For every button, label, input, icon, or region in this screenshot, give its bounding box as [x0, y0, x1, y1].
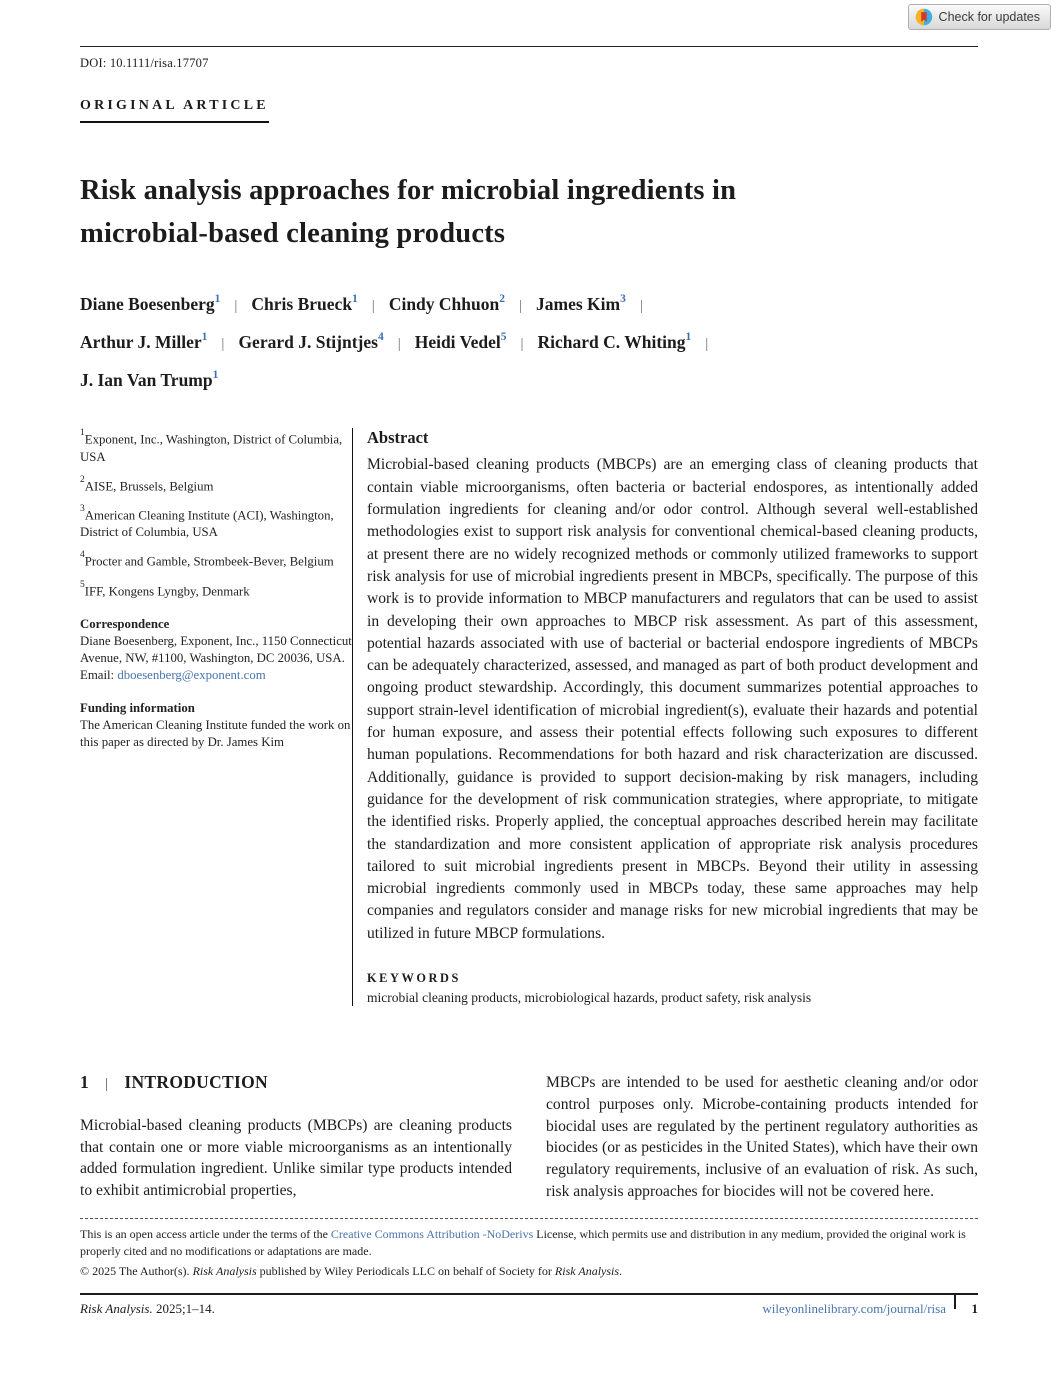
- info-block: [80, 428, 978, 1006]
- section-separator: |: [105, 1076, 109, 1093]
- copyright-text: © 2025 The Author(s). Risk Analysis published by Wiley Periodicals LLC on behalf of Society for Risk Analysis.: [80, 1263, 623, 1278]
- article-type-label: ORIGINAL ARTICLE: [80, 98, 269, 123]
- author: Arthur J. Miller$^1$: [80, 330, 208, 352]
- section-heading: [80, 1072, 512, 1096]
- affiliation: $^5$IFF, Kongens Lyngby, Denmark: [80, 579, 250, 598]
- abstract-heading: Abstract: [367, 428, 429, 448]
- column-divider: [352, 428, 353, 1006]
- journal-url-link[interactable]: wileyonlinelibrary.com/journal/risa: [762, 1301, 946, 1317]
- author: J. Ian Van Trump$^1$: [80, 368, 219, 390]
- creative-commons-link[interactable]: Creative Commons Attribution -NoDerivs: [330, 1226, 534, 1241]
- correspondence-heading: Correspondence: [80, 616, 170, 631]
- section-number: 1: [80, 1072, 90, 1093]
- author: Richard C. Whiting$^1$: [537, 330, 692, 352]
- page-number: 1: [971, 1301, 978, 1317]
- page-title: [80, 169, 978, 255]
- intro-paragraph-right: MBCPs are intended to be used for aesthetic cleaning and/or odor control purposes only. Microbe-containing products intended for biocidal uses are regulated by the pertinent regulatory authorities as biocides (or as pesticides in the United States), which have their own regulatory requirements, inclusive of an evaluation of risk. As such, risk analysis approaches for biocides will not be covered here.: [546, 1074, 978, 1200]
- funding-text: The American Cleaning Institute funded the work on this paper as directed by Dr. James Kim: [80, 717, 351, 749]
- footer-rule: [80, 1293, 978, 1295]
- author: Cindy Chhuon$^2$: [388, 293, 505, 314]
- author: Diane Boesenberg$^1$: [80, 293, 221, 314]
- funding-heading: Funding information: [80, 700, 195, 715]
- affiliation: $^1$Exponent, Inc., Washington, District of Columbia, USA: [80, 428, 343, 464]
- author-line: [80, 284, 978, 322]
- affiliation: $^2$AISE, Brussels, Belgium: [80, 474, 214, 494]
- footer-row: [80, 1301, 978, 1317]
- correspondence-address: Diane Boesenberg, Exponent, Inc., 1150 Connecticut Avenue, NW, #1100, Washington, DC 20036, USA.: [80, 633, 352, 665]
- author-separator: |: [518, 297, 522, 314]
- title-line-2: microbial-based cleaning products: [80, 218, 506, 249]
- author: Chris Brueck$^1$: [251, 293, 358, 314]
- intro-left-column: [80, 1072, 512, 1203]
- check-for-updates-label: Check for updates: [938, 10, 1040, 24]
- author-separator: |: [705, 335, 709, 352]
- header-rule: [80, 46, 978, 47]
- author: James Kim$^3$: [536, 293, 626, 314]
- footer-citation: Risk Analysis. 2025;1–14.: [80, 1301, 215, 1317]
- author-line: [80, 322, 978, 360]
- author-separator: |: [221, 335, 225, 352]
- footnote-dashed-rule: [80, 1218, 978, 1219]
- author-separator: |: [520, 335, 524, 352]
- author-list: [80, 284, 978, 395]
- author-line: [80, 360, 978, 396]
- introduction-section: [80, 1072, 978, 1203]
- intro-right-column: [546, 1072, 978, 1203]
- affiliation: $^4$Procter and Gamble, Strombeek-Bever, Belgium: [80, 550, 334, 569]
- abstract-column: [367, 428, 978, 1006]
- author: Heidi Vedel$^5$: [414, 330, 507, 352]
- keywords-heading: KEYWORDS: [367, 971, 461, 986]
- doi-text: DOI: 10.1111/risa.17707: [80, 56, 209, 70]
- author-separator: |: [397, 335, 401, 352]
- footer-tick: [954, 1294, 956, 1309]
- author-separator: |: [234, 297, 238, 314]
- affiliations-column: [80, 428, 352, 1006]
- author-separator: |: [639, 297, 643, 314]
- crossmark-icon: [915, 8, 933, 26]
- email-label: Email:: [80, 667, 118, 682]
- keywords-text: microbial cleaning products, microbiological hazards, product safety, risk analysis: [367, 990, 812, 1006]
- check-for-updates-button[interactable]: [908, 4, 1051, 30]
- intro-paragraph-left: Microbial-based cleaning products (MBCPs) are cleaning products that contain one or more viable microorganisms as an intentionally added formulation ingredient. Unlike similar type products intended to exhibit antimicrobial properties,: [80, 1116, 512, 1200]
- correspondence-email-line: [80, 667, 352, 684]
- abstract-text: Microbial-based cleaning products (MBCPs) are an emerging class of cleaning products that contain viable microorganisms, often bacteria or bacterial endospores, as intentionally added formulation ingredients for cleaning and/or odor control. Although several well-established methodologies exist to support risk analysis for conventional chemical-based cleaning products, at present there are no widely recognized methods or commonly utilized frameworks to support risk analysis for use of microbial ingredients present in MBCPs, specifically. The purpose of this work is to provide information to MBCP manufacturers and regulators that can be used to assist in developing their own approaches to MBCP risk assessment. As part of this assessment, potential hazards associated with use of bacterial or bacterial endospore ingredients of MBCPs can be adequately characterized, assessed, and managed as part of both product development and ongoing product stewardship. Accordingly, this document summarizes potential approaches to support strain-level identification of microbial ingredient(s), evaluate their hazards and potential for human exposure, and assess their potential effects following such exposures to different human populations. Recommendations for both hazard and risk characterization are discussed. Additionally, guidance is provided to support decision-making by risk managers, including guidance for the development of risk communication strategies, where appropriate, to mitigate the identified risks. Properly applied, the conceptual approaches described herein may facilitate the standardization and more consistent application of appropriate risk analysis procedures tailored to suit microbial ingredients present in MBCPs. Beyond their utility in assessing microbial ingredients commonly used in MBCPs today, these same approaches may help companies and regulators consider and manage risks for new microbial ingredients that may be utilized in future MBCP formulations.: [367, 456, 978, 942]
- section-label: INTRODUCTION: [124, 1072, 268, 1093]
- title-line-1: Risk analysis approaches for microbial ingredients in: [80, 175, 737, 206]
- email-link[interactable]: dboesenberg@exponent.com: [117, 667, 266, 682]
- author-separator: |: [371, 297, 375, 314]
- affiliation: $^3$American Cleaning Institute (ACI), Washington, District of Columbia, USA: [80, 504, 334, 540]
- license-text: This is an open access article under the terms of the Creative Commons Attribution -NoDerivs License, which permits use and distribution in any medium, provided the original work is properly cited and no modifications or adaptations are made.: [80, 1226, 966, 1259]
- author: Gerard J. Stijntjes$^4$: [238, 330, 384, 352]
